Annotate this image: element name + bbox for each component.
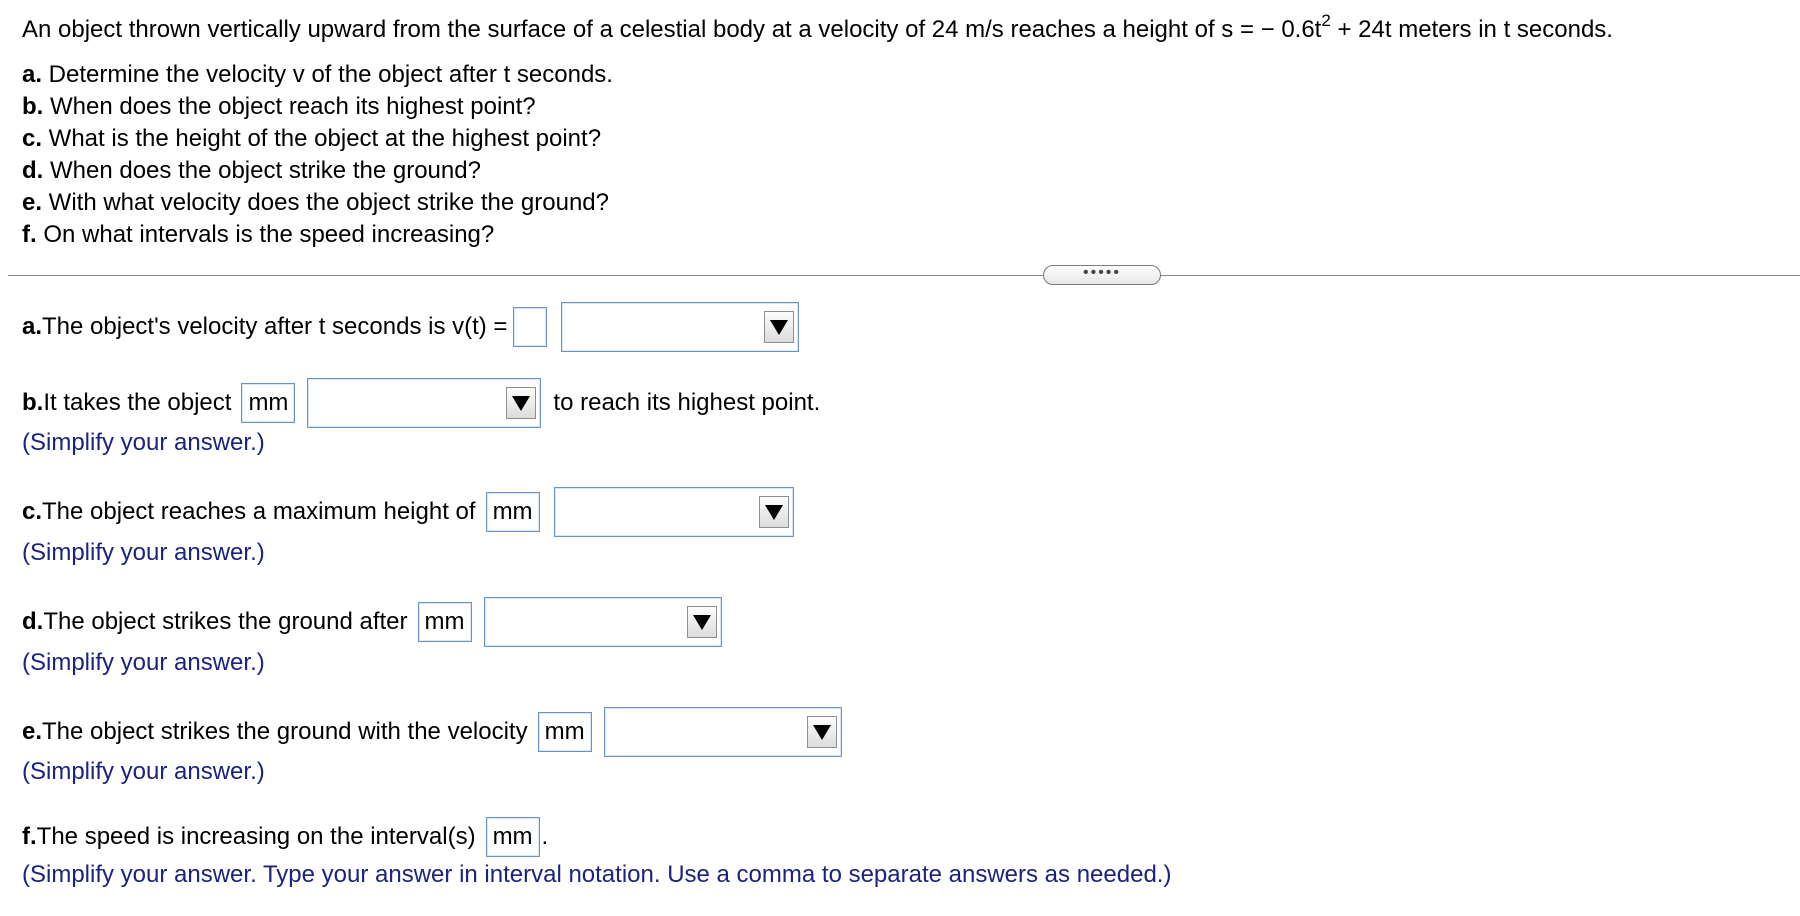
- answer-text: The object strikes the ground with the velocity: [42, 718, 528, 745]
- answer-row-e: [22, 707, 842, 757]
- part-text: With what velocity does the object strike the ground?: [42, 189, 609, 216]
- answer-letter: f.: [22, 823, 37, 850]
- part-letter: d.: [22, 157, 44, 184]
- question-parts-list: [22, 59, 613, 251]
- speed-interval-input[interactable]: mm: [486, 817, 540, 857]
- answer-row-c: [22, 487, 794, 537]
- part-letter: e.: [22, 189, 43, 216]
- answer-letter: e.: [22, 718, 43, 745]
- part-text: On what intervals is the speed increasing?: [36, 221, 495, 248]
- part-letter: f.: [22, 221, 37, 248]
- answer-row-a: [22, 302, 799, 352]
- chevron-down-icon[interactable]: [506, 387, 536, 419]
- time-highest-input[interactable]: mm: [241, 383, 295, 423]
- answer-after-text: to reach its highest point.: [553, 389, 821, 416]
- part-letter: a.: [22, 61, 43, 88]
- chevron-down-icon[interactable]: [807, 716, 837, 748]
- velocity-answer-input[interactable]: [513, 307, 547, 347]
- equation-exponent: 2: [1321, 11, 1331, 30]
- answer-letter: b.: [22, 389, 44, 416]
- answer-text: The object's velocity after t seconds is v(t) =: [42, 313, 508, 340]
- answer-letter: d.: [22, 608, 44, 635]
- height-equation: [1233, 11, 1613, 43]
- answer-text: It takes the object: [43, 389, 232, 416]
- equation-suffix: + 24t meters in t seconds.: [1330, 16, 1613, 43]
- question-part-b: [22, 91, 613, 123]
- part-letter: c.: [22, 125, 43, 152]
- hint-b: (Simplify your answer.): [22, 429, 265, 456]
- max-height-units-dropdown[interactable]: [554, 487, 794, 537]
- chevron-down-icon[interactable]: [759, 496, 789, 528]
- answer-letter: a.: [22, 313, 43, 340]
- question-part-f: [22, 219, 613, 251]
- answer-text: The object strikes the ground after: [43, 608, 408, 635]
- hint-e: (Simplify your answer.): [22, 758, 265, 785]
- part-text: Determine the velocity v of the object after t seconds.: [42, 61, 613, 88]
- answer-after-text: .: [541, 823, 549, 850]
- question-part-e: [22, 187, 613, 219]
- answer-text: The object reaches a maximum height of: [42, 498, 476, 525]
- expand-button[interactable]: •••••: [1043, 265, 1161, 285]
- answer-row-f: [22, 817, 548, 857]
- equation-prefix: = − 0.6t: [1233, 16, 1322, 43]
- max-height-input[interactable]: mm: [486, 492, 540, 532]
- part-text: When does the object reach its highest point?: [43, 93, 536, 120]
- answer-row-d: [22, 597, 722, 647]
- impact-velocity-units-dropdown[interactable]: [604, 707, 842, 757]
- problem-intro: An object thrown vertically upward from the surface of a celestial body at a velocity of 24 m/s reaches a height of s: [22, 16, 1234, 43]
- part-text: When does the object strike the ground?: [43, 157, 481, 184]
- velocity-units-dropdown[interactable]: [561, 302, 799, 352]
- part-text: What is the height of the object at the highest point?: [42, 125, 602, 152]
- answer-letter: c.: [22, 498, 43, 525]
- chevron-down-icon[interactable]: [764, 311, 794, 343]
- question-part-d: [22, 155, 613, 187]
- section-divider: [8, 275, 1800, 276]
- hint-d: (Simplify your answer.): [22, 649, 265, 676]
- chevron-down-icon[interactable]: [687, 606, 717, 638]
- answer-text: The speed is increasing on the interval(s): [36, 823, 476, 850]
- question-part-c: [22, 123, 613, 155]
- problem-statement: [22, 11, 1613, 46]
- ground-time-units-dropdown[interactable]: [484, 597, 722, 647]
- hint-f: (Simplify your answer. Type your answer in interval notation. Use a comma to separate answers as needed.): [22, 861, 1172, 888]
- part-letter: b.: [22, 93, 44, 120]
- question-part-a: [22, 59, 613, 91]
- ground-time-input[interactable]: mm: [418, 602, 472, 642]
- hint-c: (Simplify your answer.): [22, 539, 265, 566]
- time-highest-units-dropdown[interactable]: [307, 378, 541, 428]
- answer-row-b: [22, 378, 820, 428]
- impact-velocity-input[interactable]: mm: [538, 712, 592, 752]
